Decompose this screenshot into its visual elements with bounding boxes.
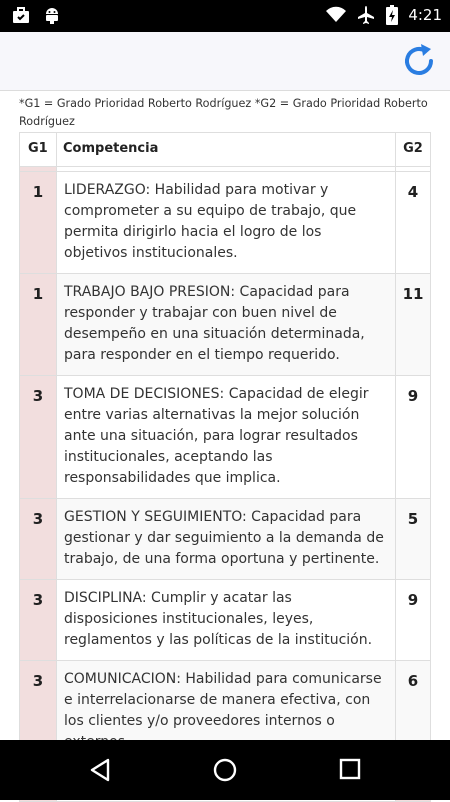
android-notification-icon — [44, 6, 60, 24]
table-row — [20, 172, 431, 274]
refresh-icon[interactable] — [400, 42, 438, 80]
cell-competencia: DISCIPLINA: Cumplir y acatar las disposiciones institucionales, leyes, reglamentos y las políticas de la institución. — [57, 580, 396, 661]
legend-note: *G1 = Grado Prioridad Roberto Rodríguez *G2 = Grado Prioridad Roberto Rodríguez — [19, 97, 428, 128]
battery-charging-icon — [386, 5, 398, 25]
cell-g2: 9 — [396, 376, 431, 499]
status-bar — [0, 0, 450, 32]
column-header-competencia: Competencia — [57, 133, 396, 167]
briefcase-notification-icon — [12, 6, 30, 24]
status-time: 4:21 — [408, 6, 442, 24]
table-row — [20, 580, 431, 661]
airplane-icon — [356, 5, 376, 25]
cell-g2: 6 — [396, 661, 431, 763]
navigation-bar — [0, 740, 450, 800]
table-row — [20, 274, 431, 376]
table-header-row — [20, 133, 431, 167]
content-area[interactable] — [0, 91, 450, 740]
cell-competencia: COMUNICACION: Habilidad para comunicarse e interrelacionarse de manera efectiva, con los clientes y/o proveedores internos o — [57, 661, 396, 763]
cell-g1: 3 — [20, 499, 57, 580]
cell-g2: 5 — [396, 499, 431, 580]
cell-g1: 3 — [20, 661, 57, 763]
cell-competencia: GESTION Y SEGUIMIENTO: Capacidad para gestionar y dar seguimiento a la demanda de trabajo, de una forma oportuna y pertinente. — [57, 499, 396, 580]
app-bar — [0, 32, 450, 91]
cell-g1: 1 — [20, 172, 57, 274]
column-header-g1: G1 — [20, 133, 57, 167]
back-icon[interactable] — [88, 758, 112, 782]
table-row — [20, 499, 431, 580]
recents-icon[interactable] — [339, 758, 361, 780]
cell-g1: 3 — [20, 376, 57, 499]
cell-competencia: TRABAJO BAJO PRESION: Capacidad para responder y trabajar con buen nivel de desempeño en una situación determinada, para responder en el tiempo requerido. — [57, 274, 396, 376]
cell-g1: 3 — [20, 580, 57, 661]
cell-competencia: TOMA DE DECISIONES: Capacidad de elegir entre varias alternativas la mejor solución ante una situación, para lograr resultados institucionales, aceptando las responsabilidades que implica. — [57, 376, 396, 499]
cell-g2: 4 — [396, 172, 431, 274]
cell-competencia: LIDERAZGO: Habilidad para motivar y comprometer a su equipo de trabajo, que permita dirigirlo hacia el logro de los objetivos institucionales. — [57, 172, 396, 274]
cell-g2: 9 — [396, 580, 431, 661]
wifi-icon — [326, 7, 346, 23]
cell-g2: 11 — [396, 274, 431, 376]
table-row — [20, 376, 431, 499]
competencias-table — [19, 132, 431, 802]
home-icon[interactable] — [213, 758, 237, 782]
cell-g1: 1 — [20, 274, 57, 376]
column-header-g2: G2 — [396, 133, 431, 167]
